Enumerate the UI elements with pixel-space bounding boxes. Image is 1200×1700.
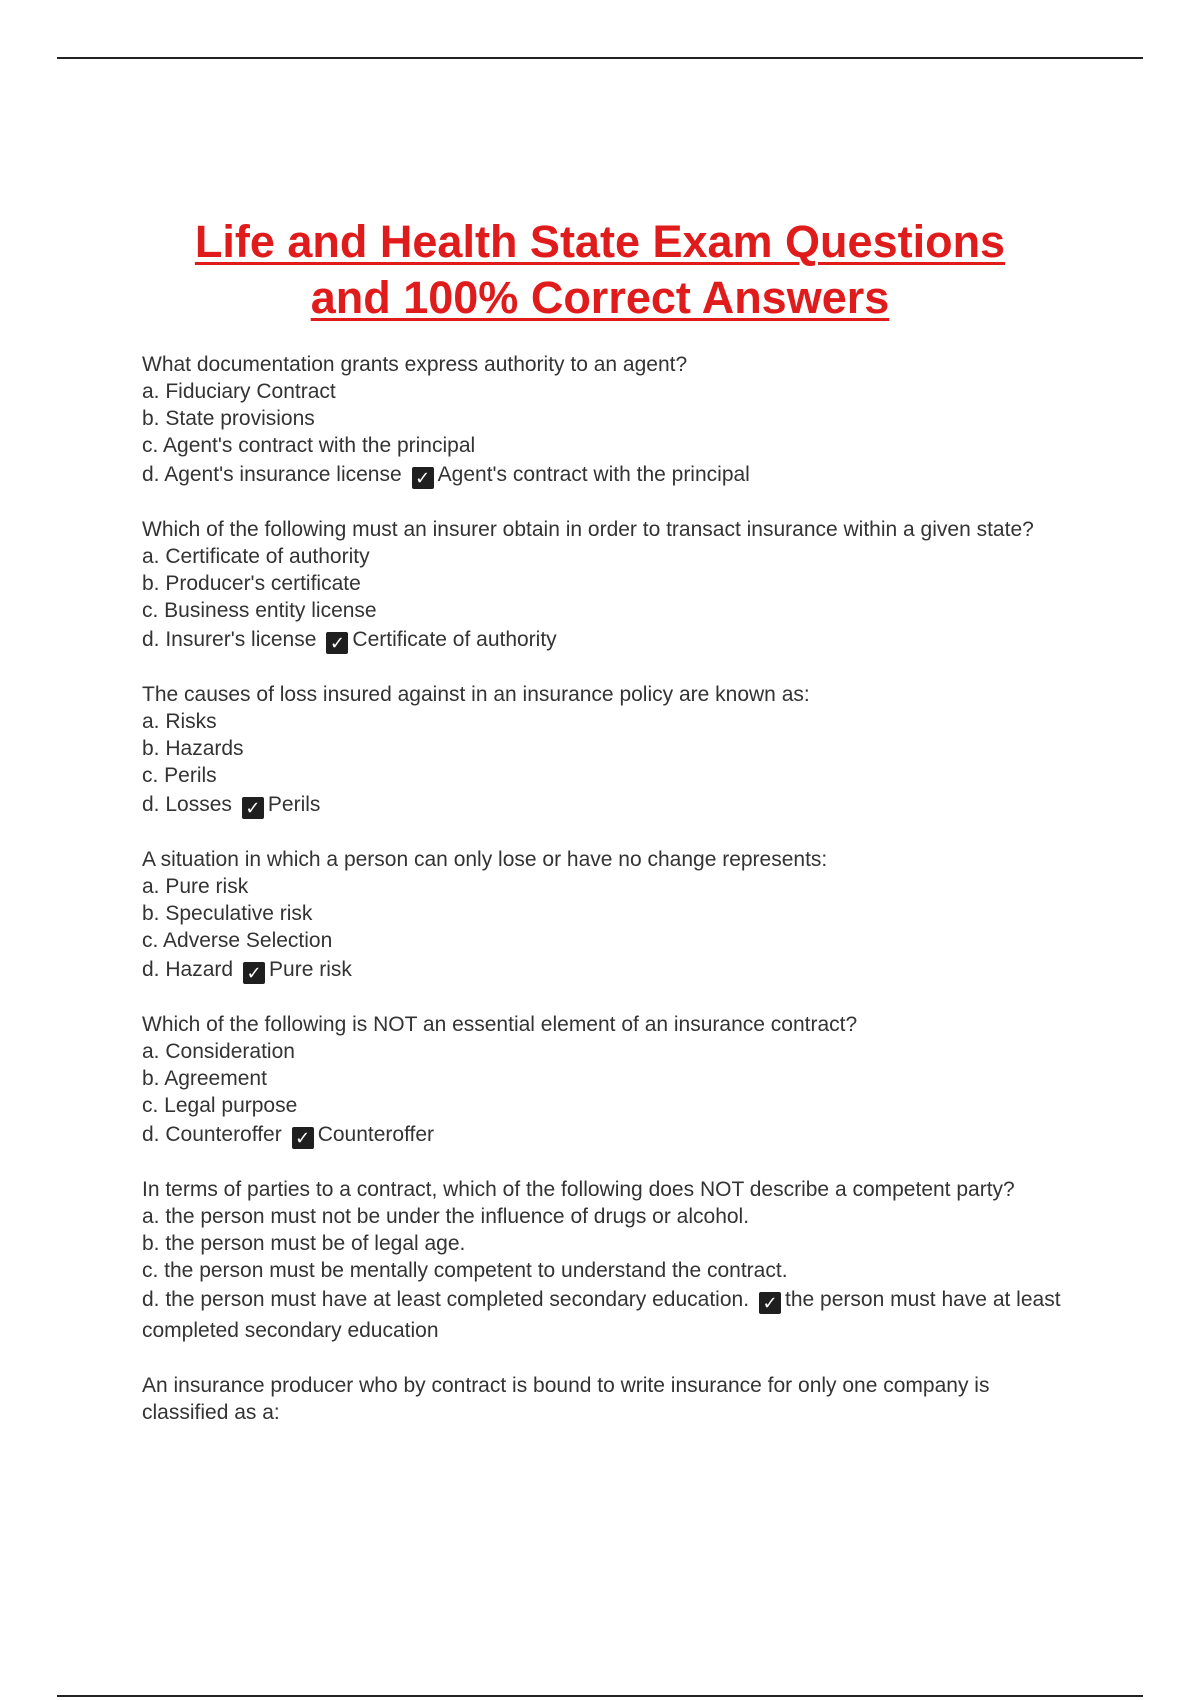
option-c: c. Legal purpose [142,1094,298,1117]
option-c: c. Perils [142,764,217,787]
option-d-with-answer [142,1119,1062,1150]
question-block-7 [142,1372,1062,1426]
correct-answer: Certificate of authority [352,628,557,651]
option-a: a. Certificate of authority [142,545,370,568]
question-text: Which of the following must an insurer obtain in order to transact insurance within a given state? [142,518,1034,541]
option-c: c. Agent's contract with the principal [142,434,476,457]
check-box-icon: ✓ [242,797,264,819]
question-text: The causes of loss insured against in an insurance policy are known as: [142,683,810,706]
question-text: What documentation grants express authority to an agent? [142,353,688,376]
option-d-with-answer [142,1284,1062,1346]
question-text: An insurance producer who by contract is bound to write insurance for only one company is classified as a: [142,1374,990,1424]
option-a: a. Pure risk [142,875,249,898]
correct-answer: Counteroffer [317,1123,435,1146]
question-block-6 [142,1176,1062,1346]
question-block-3 [142,681,1062,820]
option-c: c. Business entity license [142,599,377,622]
correct-answer: Perils [267,793,321,816]
question-block-4 [142,846,1062,985]
option-d: d. Losses [142,793,232,816]
question-block-5 [142,1011,1062,1150]
document-title [0,214,1200,326]
question-block-2 [142,516,1062,655]
option-d: d. Insurer's license [142,628,317,651]
option-a: a. the person must not be under the influence of drugs or alcohol. [142,1205,750,1228]
question-text: In terms of parties to a contract, which of the following does NOT describe a competent party? [142,1178,1015,1201]
bottom-divider [57,1695,1143,1697]
check-box-icon: ✓ [292,1127,314,1149]
correct-answer: Pure risk [269,958,352,981]
option-b: b. the person must be of legal age. [142,1232,466,1255]
title-line-1: Life and Health State Exam Questions [194,216,1006,267]
option-d: d. Hazard [142,958,234,981]
check-box-icon: ✓ [412,467,434,489]
option-d-with-answer [142,954,1062,985]
option-d: d. the person must have at least completed secondary education. [142,1288,750,1311]
option-d-with-answer [142,789,1062,820]
option-b: b. Speculative risk [142,902,313,925]
check-box-icon: ✓ [759,1292,781,1314]
option-d: d. Counteroffer [142,1123,282,1146]
option-b: b. Agreement [142,1067,267,1090]
question-text: A situation in which a person can only lose or have no change represents: [142,848,828,871]
option-d: d. Agent's insurance license [142,463,402,486]
option-c: c. the person must be mentally competent to understand the contract. [142,1259,788,1282]
correct-answer: the person must have at least completed secondary education [142,1288,1061,1342]
option-b: b. Producer's certificate [142,572,361,595]
title-line-2: and 100% Correct Answers [310,272,890,323]
option-b: b. State provisions [142,407,315,430]
check-box-icon: ✓ [326,632,348,654]
option-d-with-answer [142,459,1062,490]
question-block-1 [142,351,1062,490]
option-a: a. Fiduciary Contract [142,380,336,403]
top-divider [57,57,1143,59]
check-box-icon: ✓ [243,962,265,984]
option-c: c. Adverse Selection [142,929,333,952]
option-a: a. Risks [142,710,217,733]
option-b: b. Hazards [142,737,244,760]
correct-answer: Agent's contract with the principal [437,463,750,486]
option-a: a. Consideration [142,1040,295,1063]
option-d-with-answer [142,624,1062,655]
question-text: Which of the following is NOT an essential element of an insurance contract? [142,1013,858,1036]
question-list [142,351,1062,1452]
